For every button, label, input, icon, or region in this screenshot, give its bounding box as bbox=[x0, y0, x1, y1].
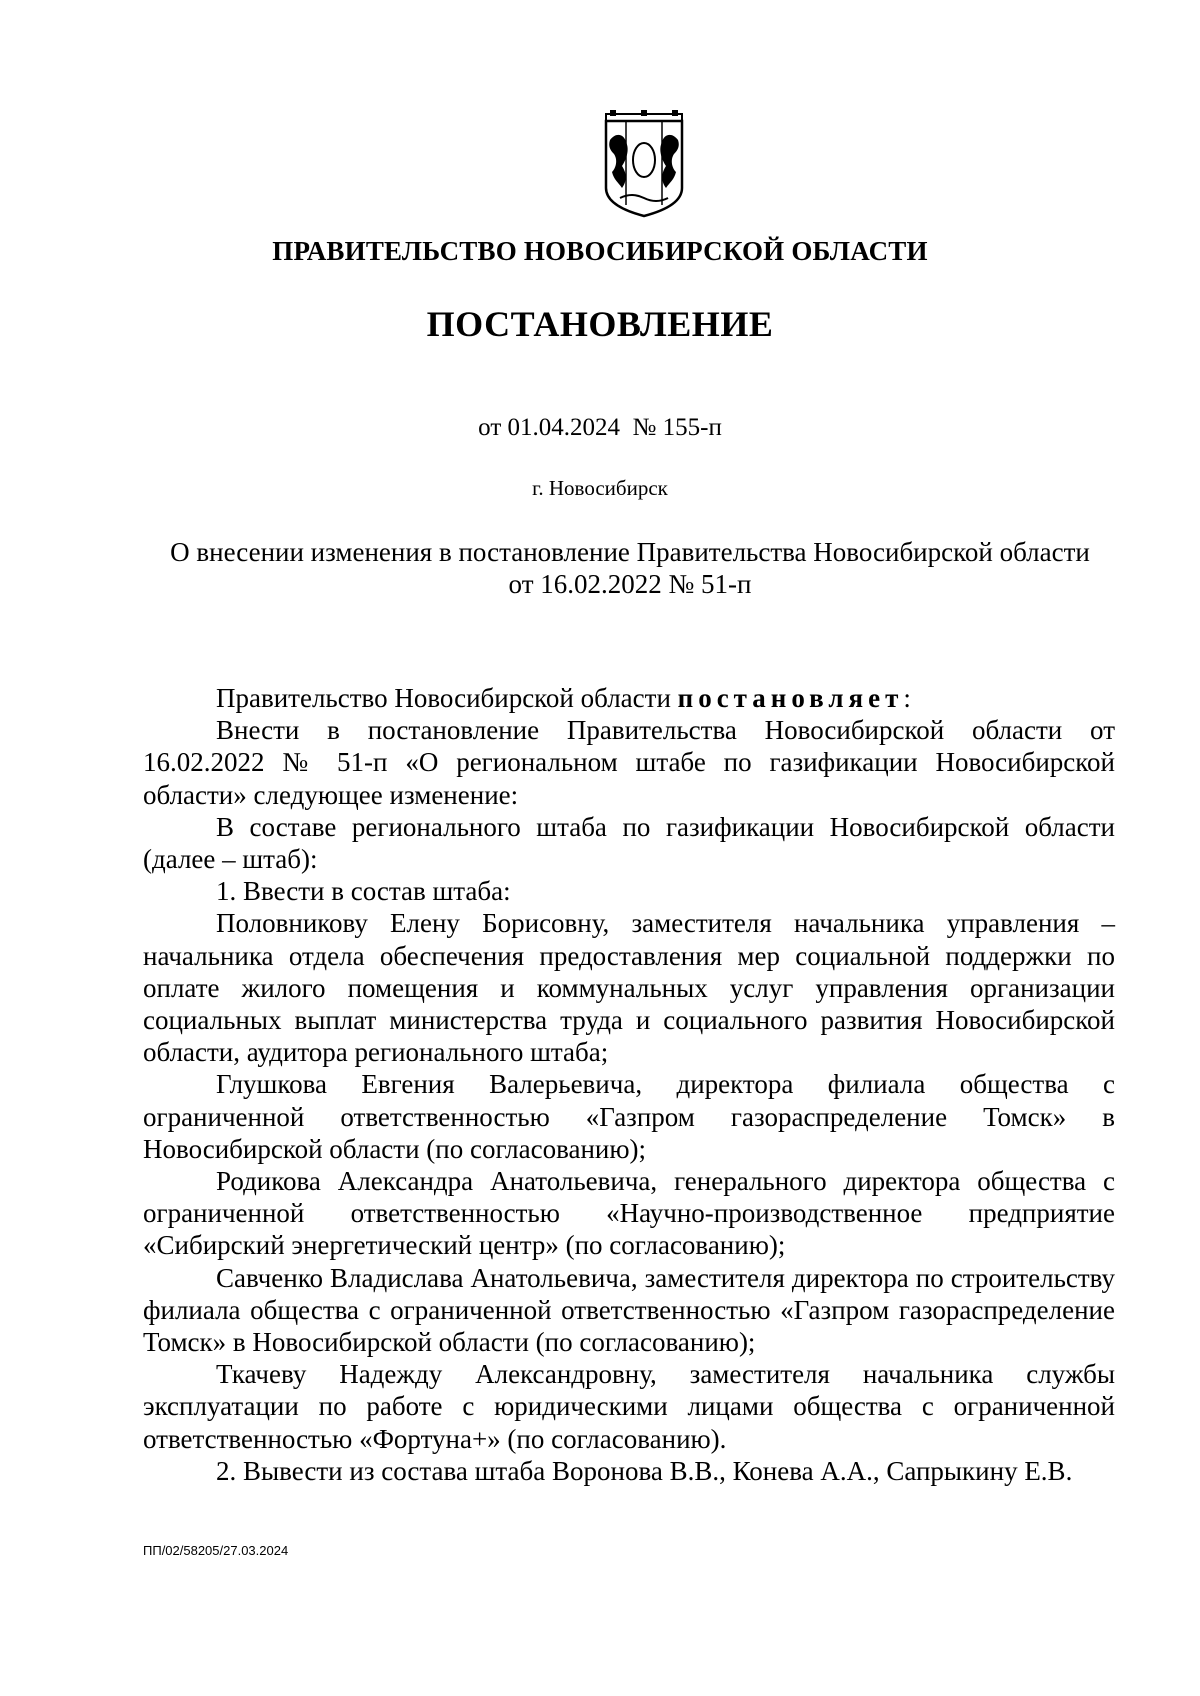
paragraph-composition: В составе регионального штаба по газификации Новосибирской области (далее – штаб): bbox=[143, 811, 1115, 875]
paragraph-item-2: 2. Вывести из состава штаба Воронова В.В., Конева А.А., Сапрыкину Е.В. bbox=[216, 1455, 1073, 1486]
paragraph-member-glushkov: Глушкова Евгения Валерьевича, директора филиала общества с ограниченной ответственностью «Газпром газораспределение Томск» в Новосибирской области (по согласованию); bbox=[143, 1069, 1115, 1164]
document-body bbox=[143, 682, 1115, 1487]
decree-word: постановляет bbox=[677, 683, 904, 713]
intro-prefix: Правительство Новосибирской области bbox=[216, 683, 678, 713]
paragraph-item-1: 1. Ввести в состав штаба: bbox=[216, 876, 511, 907]
novosibirsk-coat-of-arms-icon bbox=[596, 110, 692, 218]
paragraph-amendment: Внести в постановление Правительства Новосибирской области от 16.02.2022 № 51-п «О региональном штабе по газификации Новосибирской области» следующее изменение: bbox=[143, 715, 1115, 810]
paragraph-member-savchenko: Савченко Владислава Анатольевича, заместителя директора по строительству филиала общества с ограниченной ответственностью «Газпром газораспределение Томск» в Новосибирской области (по согласованию); bbox=[143, 1262, 1115, 1358]
intro-suffix: : bbox=[903, 683, 911, 713]
government-title: ПРАВИТЕЛЬСТВО НОВОСИБИРСКОЙ ОБЛАСТИ bbox=[272, 236, 928, 266]
footer-document-code: ПП/02/58205/27.03.2024 bbox=[143, 1543, 289, 1558]
document-subject bbox=[140, 536, 1120, 600]
document-date-number: от 01.04.2024 № 155-п bbox=[478, 414, 722, 441]
paragraph-member-rodikov: Родикова Александра Анатольевича, генерального директора общества с ограниченной ответственностью «Научно-производственное предприятие «Сибирский энергетический центр» (по согласованию); bbox=[143, 1166, 1115, 1261]
paragraph-member-polovnikova: Половникову Елену Борисовну, заместителя начальника управления – начальника отдела обеспечения предоставления мер социальной поддержки по оплате жилого помещения и коммунальных услуг управления организации социальных выплат министерства труда и социального развития Новосибирской области, аудитора регионального штаба; bbox=[143, 908, 1115, 1068]
subject-line-1: О внесении изменения в постановление Правительства Новосибирской области bbox=[170, 537, 1090, 567]
subject-line-2: от 16.02.2022 № 51-п bbox=[508, 569, 752, 599]
document-city: г. Новосибирск bbox=[532, 476, 668, 500]
paragraph-member-tkacheva: Ткачеву Надежду Александровну, заместителя начальника службы эксплуатации по работе с юридическими лицами общества с ограниченной ответственностью «Фортуна+» (по согласованию). bbox=[143, 1359, 1115, 1454]
document-type: ПОСТАНОВЛЕНИЕ bbox=[426, 304, 774, 344]
intro-paragraph bbox=[143, 682, 1115, 714]
